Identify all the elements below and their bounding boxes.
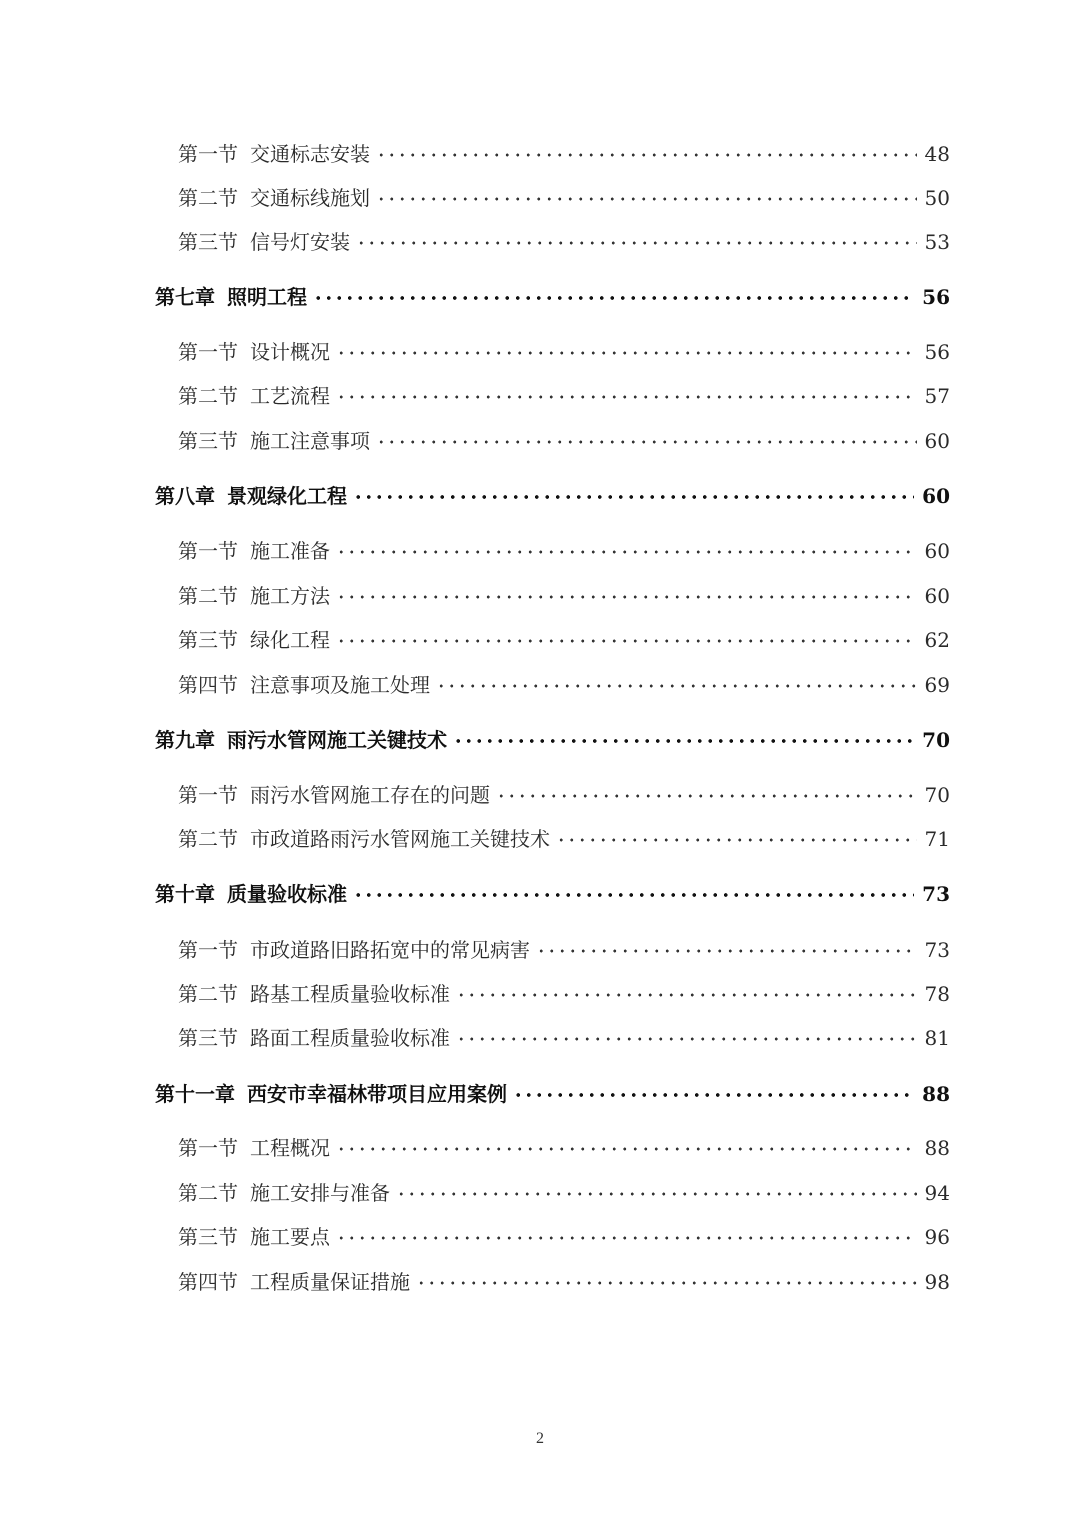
- dot-leader: [453, 739, 914, 743]
- toc-entry-page: 60: [922, 484, 950, 508]
- toc-entry-number: 第七章: [155, 285, 215, 309]
- toc-entry-section: [178, 336, 950, 365]
- toc-entry-label: [178, 978, 450, 1007]
- toc-entry-page: 62: [924, 628, 950, 652]
- toc-entry-title: 市政道路旧路拓宽中的常见病害: [250, 938, 530, 962]
- toc-entry-title: 施工安排与准备: [250, 1181, 390, 1205]
- dot-leader: [436, 684, 917, 688]
- dot-leader: [456, 1037, 917, 1041]
- toc-entry-label: [155, 281, 307, 310]
- toc-entry-title: 市政道路雨污水管网施工关键技术: [250, 827, 550, 851]
- toc-entry-number: 第三节: [178, 429, 238, 453]
- toc-entry-number: 第二节: [178, 982, 238, 1006]
- dot-leader: [336, 1236, 917, 1240]
- dot-leader: [336, 395, 917, 399]
- toc-entry-title: 交通标线施划: [250, 186, 370, 210]
- toc-entry-page: 71: [924, 827, 950, 851]
- toc-entry-number: 第一节: [178, 340, 238, 364]
- toc-entry-number: 第一节: [178, 539, 238, 563]
- toc-entry-section: [178, 823, 950, 852]
- toc-entry-chapter: [155, 878, 950, 907]
- toc-entry-section: [178, 1177, 950, 1206]
- dot-leader: [376, 440, 917, 444]
- toc-entry-number: 第一节: [178, 1136, 238, 1160]
- dot-leader: [336, 639, 917, 643]
- toc-entry-title: 质量验收标准: [227, 882, 347, 906]
- toc-entry-number: 第九章: [155, 728, 215, 752]
- toc-entry-label: [178, 1266, 410, 1295]
- toc-entry-label: [178, 1177, 390, 1206]
- toc-entry-label: [178, 138, 370, 167]
- toc-entry-label: [178, 425, 370, 454]
- toc-entry-title: 交通标志安装: [250, 142, 370, 166]
- toc-entry-page: 60: [924, 539, 950, 563]
- toc-entry-number: 第二节: [178, 1181, 238, 1205]
- toc-entry-number: 第二节: [178, 186, 238, 210]
- toc-entry-section: [178, 779, 950, 808]
- toc-entry-chapter: [155, 480, 950, 509]
- dot-leader: [456, 993, 917, 997]
- toc-entry-title: 设计概况: [250, 340, 330, 364]
- dot-leader: [376, 153, 917, 157]
- toc-entry-number: 第十一章: [155, 1082, 235, 1106]
- toc-entry-page: 94: [924, 1181, 950, 1205]
- toc-entry-label: [155, 1078, 507, 1107]
- toc-entry-chapter: [155, 724, 950, 753]
- toc-entry-number: 第一节: [178, 938, 238, 962]
- toc-entry-number: 第三节: [178, 628, 238, 652]
- toc-entry-label: [178, 823, 550, 852]
- toc-entry-label: [178, 779, 490, 808]
- toc-entry-title: 注意事项及施工处理: [250, 673, 430, 697]
- dot-leader: [336, 595, 917, 599]
- toc-entry-number: 第四节: [178, 1270, 238, 1294]
- toc-entry-label: [155, 480, 347, 509]
- toc-entry-page: 96: [924, 1225, 950, 1249]
- dot-leader: [336, 351, 917, 355]
- toc-entry-title: 施工要点: [250, 1225, 330, 1249]
- dot-leader: [353, 495, 914, 499]
- dot-leader: [496, 794, 917, 798]
- toc-entry-page: 60: [924, 584, 950, 608]
- toc-entry-label: [178, 336, 330, 365]
- toc-entry-page: 81: [924, 1026, 950, 1050]
- toc-entry-label: [178, 580, 330, 609]
- toc-entry-title: 路面工程质量验收标准: [250, 1026, 450, 1050]
- toc-entry-label: [178, 1022, 450, 1051]
- toc-entry-section: [178, 138, 950, 167]
- toc-entry-title: 西安市幸福林带项目应用案例: [247, 1082, 507, 1106]
- toc-entry-number: 第一节: [178, 783, 238, 807]
- toc-entry-label: [155, 878, 347, 907]
- toc-entry-section: [178, 978, 950, 1007]
- toc-entry-label: [178, 380, 330, 409]
- toc-entry-section: [178, 934, 950, 963]
- toc-entry-page: 56: [922, 285, 950, 309]
- toc-entry-label: [178, 669, 430, 698]
- toc-entry-number: 第二节: [178, 384, 238, 408]
- toc-entry-page: 70: [924, 783, 950, 807]
- toc-entry-section: [178, 535, 950, 564]
- dot-leader: [536, 949, 917, 953]
- toc-entry-title: 信号灯安装: [250, 230, 350, 254]
- toc-entry-number: 第二节: [178, 827, 238, 851]
- toc-entry-section: [178, 182, 950, 211]
- toc-entry-chapter: [155, 1078, 950, 1107]
- toc-entry-label: [178, 182, 370, 211]
- toc-entry-number: 第八章: [155, 484, 215, 508]
- toc-entry-title: 施工准备: [250, 539, 330, 563]
- toc-entry-page: 98: [924, 1270, 950, 1294]
- toc-entry-page: 88: [922, 1082, 950, 1106]
- toc-entry-section: [178, 1221, 950, 1250]
- toc-entry-page: 56: [924, 340, 950, 364]
- toc-entry-section: [178, 669, 950, 698]
- toc-entry-section: [178, 624, 950, 653]
- toc-entry-label: [178, 226, 350, 255]
- toc-entry-number: 第二节: [178, 584, 238, 608]
- toc-entry-title: 照明工程: [227, 285, 307, 309]
- toc-entry-title: 绿化工程: [250, 628, 330, 652]
- page-number: 2: [536, 1430, 544, 1447]
- toc-entry-section: [178, 1266, 950, 1295]
- toc-entry-number: 第三节: [178, 1026, 238, 1050]
- toc-entry-number: 第三节: [178, 230, 238, 254]
- toc-entry-section: [178, 580, 950, 609]
- dot-leader: [396, 1192, 917, 1196]
- dot-leader: [356, 241, 917, 245]
- toc-entry-page: 48: [924, 142, 950, 166]
- toc-entry-page: 70: [922, 728, 950, 752]
- toc-entry-number: 第一节: [178, 142, 238, 166]
- toc-entry-number: 第十章: [155, 882, 215, 906]
- dot-leader: [416, 1281, 917, 1285]
- toc-entry-label: [178, 1132, 330, 1161]
- toc-entry-title: 施工注意事项: [250, 429, 370, 453]
- toc-entry-page: 69: [924, 673, 950, 697]
- toc-entry-label: [178, 1221, 330, 1250]
- dot-leader: [513, 1093, 914, 1097]
- toc-entry-title: 施工方法: [250, 584, 330, 608]
- toc-entry-title: 工程概况: [250, 1136, 330, 1160]
- dot-leader: [313, 296, 914, 300]
- toc-entry-chapter: [155, 281, 950, 310]
- dot-leader: [556, 838, 917, 842]
- toc-entry-title: 工艺流程: [250, 384, 330, 408]
- toc-entry-page: 78: [924, 982, 950, 1006]
- dot-leader: [336, 1147, 917, 1151]
- toc-entry-title: 路基工程质量验收标准: [250, 982, 450, 1006]
- toc-entry-title: 雨污水管网施工关键技术: [227, 728, 447, 752]
- toc-entry-section: [178, 1132, 950, 1161]
- toc-entry-title: 景观绿化工程: [227, 484, 347, 508]
- toc-entry-label: [178, 535, 330, 564]
- toc-entry-number: 第三节: [178, 1225, 238, 1249]
- toc-entry-section: [178, 425, 950, 454]
- toc-entry-section: [178, 380, 950, 409]
- toc-entry-page: 57: [924, 384, 950, 408]
- toc-entry-section: [178, 226, 950, 255]
- toc-entry-page: 73: [922, 882, 950, 906]
- toc-entry-page: 60: [924, 429, 950, 453]
- toc-entry-page: 88: [924, 1136, 950, 1160]
- toc-entry-label: [155, 724, 447, 753]
- toc-entry-section: [178, 1022, 950, 1051]
- toc-entry-label: [178, 934, 530, 963]
- dot-leader: [336, 550, 917, 554]
- toc-entry-title: 雨污水管网施工存在的问题: [250, 783, 490, 807]
- toc-entry-title: 工程质量保证措施: [250, 1270, 410, 1294]
- toc-entry-page: 53: [924, 230, 950, 254]
- toc-entry-label: [178, 624, 330, 653]
- toc-entry-page: 73: [924, 938, 950, 962]
- toc-entry-page: 50: [924, 186, 950, 210]
- toc-entry-number: 第四节: [178, 673, 238, 697]
- dot-leader: [376, 197, 917, 201]
- dot-leader: [353, 893, 914, 897]
